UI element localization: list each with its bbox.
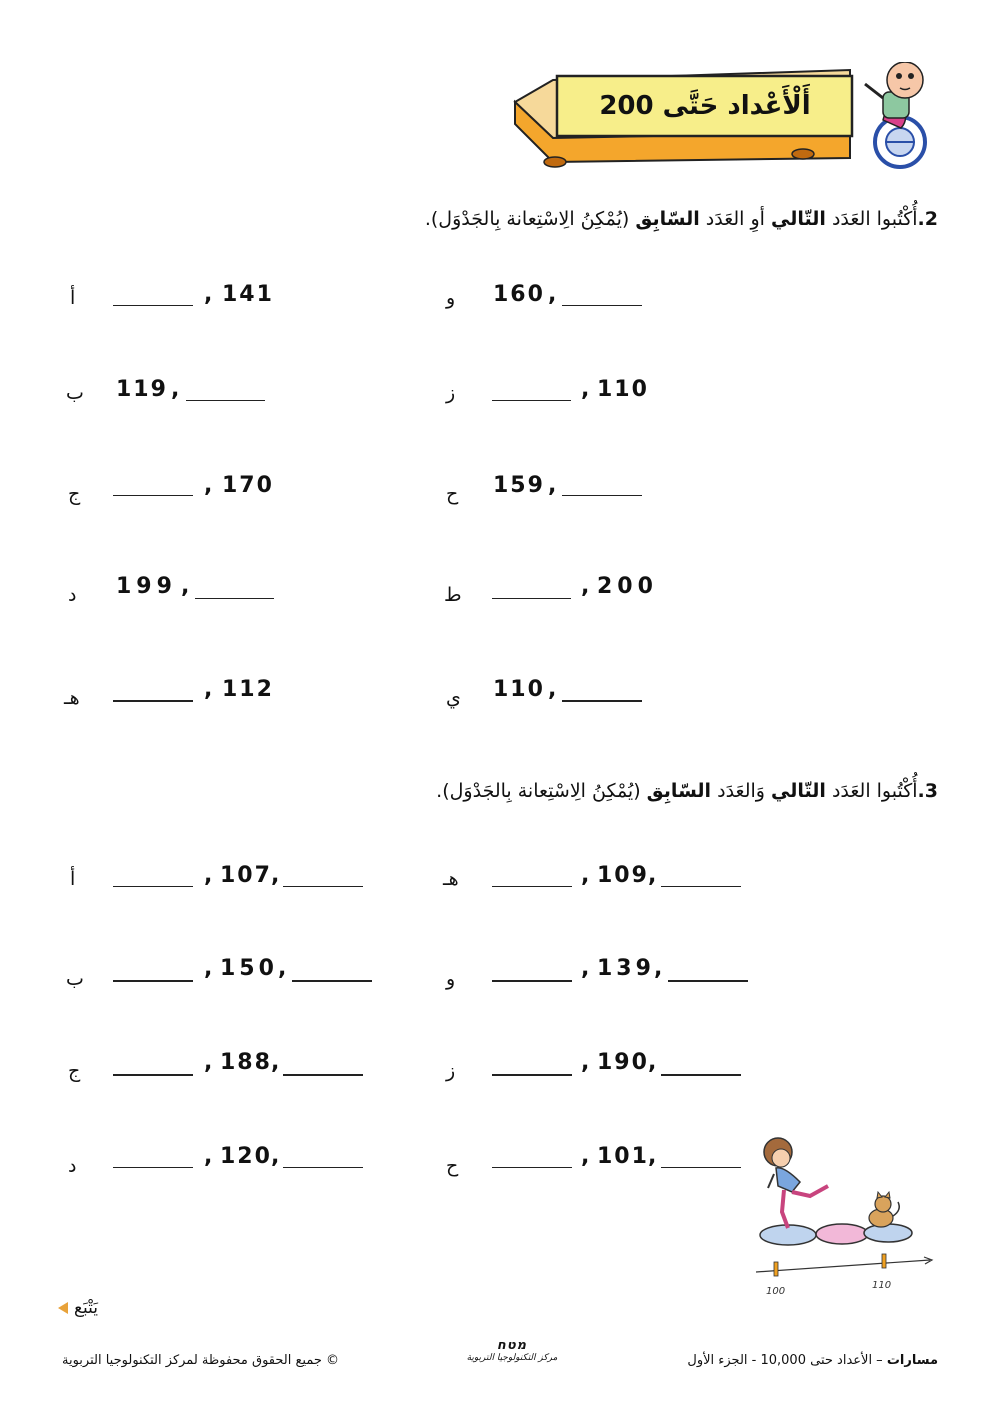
- question-3-instruction: 3.أُكْتُبوا العَدَد التّالي وَالعَدَد السّابِق (يُمْكِنُ الِاسْتِعانة بِالجَدْوَل).: [436, 780, 938, 802]
- answer-blank[interactable]: [661, 886, 741, 887]
- item-label: ح: [446, 1155, 459, 1177]
- tick-label-110: 110: [872, 1280, 892, 1291]
- answer-blank[interactable]: [562, 305, 642, 306]
- answer-blank[interactable]: [113, 700, 193, 702]
- book-info: [687, 1353, 938, 1368]
- item-label: د: [68, 584, 77, 606]
- given-number: 141: [222, 282, 274, 307]
- given-number: 160: [493, 282, 545, 307]
- answer-blank[interactable]: [113, 980, 193, 982]
- answer-blank[interactable]: [113, 886, 193, 887]
- answer-blank[interactable]: [292, 980, 372, 982]
- item-label: ي: [446, 687, 461, 709]
- given-number: 190: [597, 1050, 649, 1075]
- given-number: 188: [220, 1050, 272, 1075]
- given-number: 170: [222, 473, 274, 498]
- question-number: 3.: [917, 780, 938, 802]
- logo-text: مركز التكنولوجيا التربوية: [466, 1353, 558, 1363]
- continue-text: يَتْبَع: [74, 1298, 99, 1318]
- item-label: ج: [68, 483, 81, 505]
- triangle-left-icon: [58, 1302, 68, 1314]
- answer-blank[interactable]: [661, 1074, 741, 1076]
- book-title: – الأعداد حتى 10,000 - الجزء الأول: [687, 1353, 887, 1368]
- logo-mark: מטח: [496, 1338, 528, 1353]
- given-number: 139: [597, 956, 655, 981]
- given-number: 101: [597, 1144, 649, 1169]
- item-label: ب: [66, 968, 84, 990]
- answer-blank[interactable]: [113, 495, 193, 496]
- continue-marker: [58, 1298, 98, 1318]
- given-number: 150: [220, 956, 278, 981]
- item-label: د: [68, 1155, 77, 1177]
- answer-blank[interactable]: [186, 400, 265, 401]
- answer-blank[interactable]: [668, 980, 748, 982]
- copyright-notice: © جميع الحقوق محفوظة لمركز التكنولوجيا التربوية: [62, 1353, 340, 1368]
- item-label: هـ: [443, 868, 459, 890]
- item-label: ط: [444, 584, 462, 606]
- given-number: 107: [220, 863, 272, 888]
- given-number: 120: [220, 1144, 272, 1169]
- item-label: و: [446, 968, 456, 990]
- item-label: أ: [70, 287, 76, 309]
- given-number: 110: [597, 377, 649, 402]
- given-number: 159: [493, 473, 545, 498]
- given-number: 199: [116, 574, 177, 599]
- question-number: 2.: [917, 208, 938, 230]
- answer-blank[interactable]: [492, 886, 572, 887]
- question-2-instruction: 2.أُكْتُبوا العَدَد التّالي أوِ العَدَد السّابِق (يُمْكِنُ الِاسْتِعانة بِالجَدْوَل).: [424, 208, 938, 230]
- answer-blank[interactable]: [562, 495, 642, 496]
- answer-blank[interactable]: [661, 1167, 741, 1168]
- answer-blank[interactable]: [492, 980, 572, 982]
- boy-cartoon-icon: [865, 62, 925, 167]
- given-number: 110: [493, 677, 545, 702]
- answer-blank[interactable]: [492, 1074, 572, 1076]
- answer-blank[interactable]: [492, 598, 571, 599]
- item-label: ب: [66, 382, 84, 404]
- item-label: ز: [446, 382, 456, 404]
- item-label: ج: [68, 1060, 81, 1082]
- item-label: ح: [446, 483, 459, 505]
- item-label: ز: [446, 1060, 456, 1082]
- answer-blank[interactable]: [113, 1074, 193, 1076]
- series-name: مسارات: [886, 1353, 938, 1368]
- answer-blank[interactable]: [113, 1167, 193, 1168]
- given-number: 119: [116, 377, 168, 402]
- cat-icon: [869, 1192, 899, 1227]
- publisher-logo: [452, 1338, 572, 1363]
- item-label: أ: [70, 868, 76, 890]
- answer-blank[interactable]: [283, 1167, 363, 1168]
- given-number: 200: [597, 574, 658, 599]
- item-label: هـ: [64, 687, 80, 709]
- answer-blank[interactable]: [492, 400, 571, 401]
- page-title: أَلْأَعْداد حَتَّى 200: [599, 91, 811, 121]
- given-number: 109: [597, 863, 649, 888]
- answer-blank[interactable]: [562, 700, 642, 702]
- answer-blank[interactable]: [492, 1167, 572, 1168]
- item-label: و: [446, 287, 456, 309]
- answer-blank[interactable]: [113, 305, 193, 306]
- tick-label-100: 100: [766, 1286, 786, 1297]
- answer-blank[interactable]: [283, 886, 363, 887]
- girl-hopping-illustration: [748, 1130, 938, 1300]
- answer-blank[interactable]: [195, 598, 274, 599]
- given-number: 112: [222, 677, 274, 702]
- answer-blank[interactable]: [283, 1074, 363, 1076]
